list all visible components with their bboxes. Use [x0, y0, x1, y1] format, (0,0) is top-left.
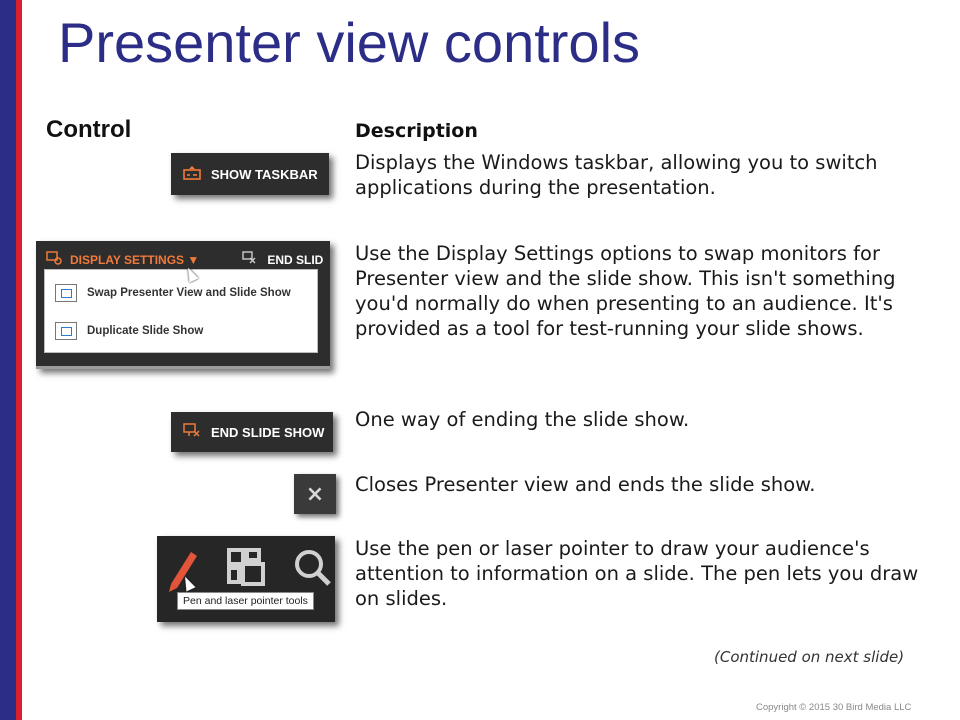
display-settings-button[interactable] — [46, 251, 199, 268]
magnifier-icon[interactable] — [297, 552, 329, 584]
menu-item-duplicate-slide-show[interactable] — [55, 322, 203, 340]
menu-item-duplicate-label: Duplicate Slide Show — [87, 325, 204, 337]
pen-laser-toolbar — [157, 536, 335, 622]
close-button[interactable] — [294, 474, 336, 514]
column-header-description: Description — [355, 120, 478, 142]
menu-item-swap-presenter-view[interactable] — [55, 284, 291, 302]
slide-title: Presenter view controls — [58, 11, 641, 74]
column-header-control: Control — [46, 116, 132, 143]
end-slide-show-partial-button[interactable] — [242, 251, 323, 267]
description-pen-laser: Use the pen or laser pointer to draw your audience's attention to information on a slide. The pen lets you draw on slides. — [355, 537, 919, 610]
close-icon: × — [305, 481, 325, 507]
display-settings-screenshot — [36, 241, 330, 369]
display-settings-menu — [44, 269, 318, 353]
pen-laser-tooltip: Pen and laser pointer tools — [177, 592, 314, 610]
taskbar-icon — [183, 166, 201, 183]
left-accent-bar-red — [16, 0, 22, 720]
display-settings-label: DISPLAY SETTINGS ▼ — [70, 252, 200, 267]
end-slide-show-partial-label: END SLID — [267, 253, 324, 267]
end-slide-show-icon-2 — [183, 423, 201, 441]
description-end-slide-show: One way of ending the slide show. — [355, 408, 690, 431]
end-slide-show-label: END SLIDE SHOW — [211, 424, 325, 440]
description-show-taskbar: Displays the Windows taskbar, allowing you to switch applications during the presentation. — [355, 151, 878, 199]
left-accent-bar-navy — [0, 0, 16, 720]
end-slide-show-button[interactable] — [171, 412, 333, 452]
display-settings-icon — [46, 251, 62, 268]
grid-icon[interactable] — [229, 550, 263, 584]
show-taskbar-button[interactable] — [171, 153, 329, 195]
menu-item-swap-label: Swap Presenter View and Slide Show — [87, 287, 291, 299]
show-taskbar-label: SHOW TASKBAR — [211, 166, 318, 182]
end-slide-show-icon — [242, 253, 259, 267]
monitor-swap-icon — [55, 284, 77, 302]
copyright: Copyright © 2015 30 Bird Media LLC — [756, 702, 912, 713]
description-display-settings: Use the Display Settings options to swap monitors for Presenter view and the slide show. This isn't something you'd normally do when presenting to an audience. It's provided as a tool for test-running your slide shows. — [355, 242, 896, 340]
monitor-duplicate-icon — [55, 322, 77, 340]
description-close: Closes Presenter view and ends the slide show. — [355, 473, 816, 496]
continued-note: (Continued on next slide) — [714, 648, 905, 666]
